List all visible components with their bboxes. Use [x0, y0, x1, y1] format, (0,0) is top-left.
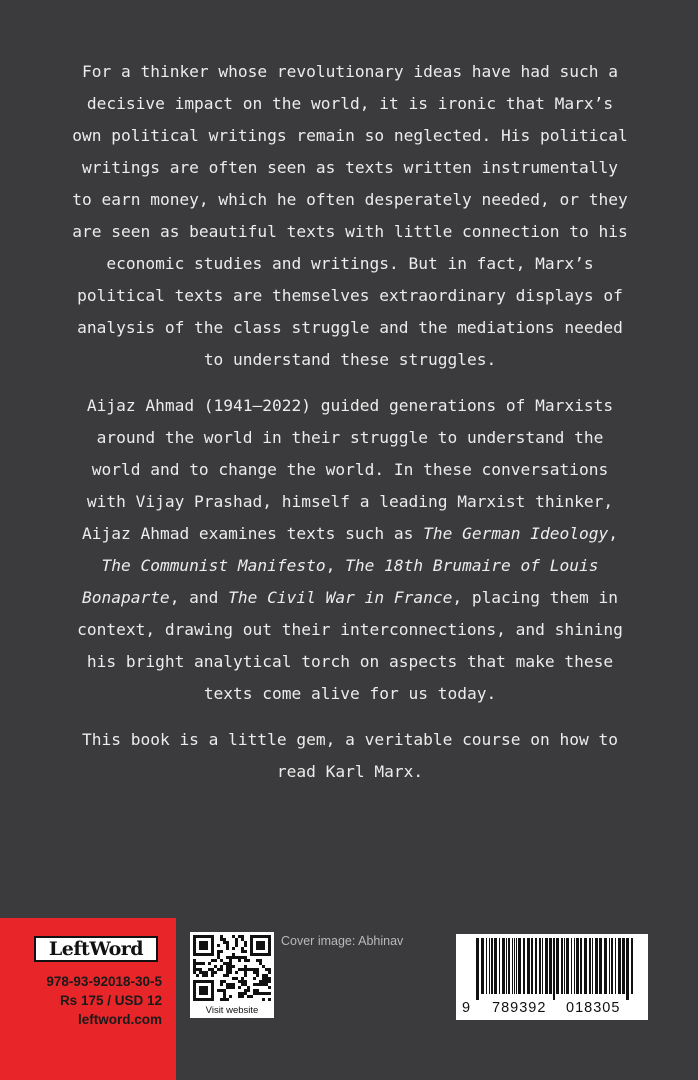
qr-caption: Visit website: [190, 1004, 274, 1018]
blurb-p2-text-b: , placing them in context, drawing out their interconnections, and shining his bright analytical torch on aspects that make these texts come alive for us today.: [77, 588, 623, 703]
blurb-paragraph-1: For a thinker whose revolutionary ideas have had such a decisive impact on the world, it is ironic that Marx’s own political writings remain so neglected. His political writings are often seen as texts written instrumentally to earn money, which he often desperately needed, or they are seen as beautiful texts with little connection to his economic studies and writings. But in fact, Marx’s political texts are themselves extraordinary displays of analysis of the class struggle and the mediations needed to understand these struggles.: [72, 62, 628, 369]
blurb-paragraph-3: This book is a little gem, a veritable course on how to read Karl Marx.: [81, 730, 618, 781]
back-cover-blurb: [70, 56, 630, 802]
title-german-ideology: The German Ideology: [423, 524, 609, 543]
barcode-icon: [456, 934, 648, 1000]
title-18th-brumaire: The 18th Brumaire of Louis Bonaparte: [81, 556, 599, 607]
barcode-lead-digit: 9: [462, 1000, 471, 1016]
price-text: Rs 175 / USD 12: [59, 993, 162, 1008]
website-text: leftword.com: [77, 1012, 162, 1027]
barcode-group-1: 789392: [492, 1000, 547, 1016]
title-civil-war-in-france: The Civil War in France: [228, 588, 453, 607]
blurb-paragraph-2: [70, 390, 630, 710]
publisher-logo: [34, 936, 158, 962]
qr-code[interactable]: [190, 932, 274, 1004]
publisher-logo-text: LeftWord: [48, 938, 144, 960]
barcode-group-2: 018305: [566, 1000, 621, 1016]
blurb-p2-text-a: Aijaz Ahmad (1941–2022) guided generations of Marxists around the world in their struggle to understand the world and to change the world. In these conversations with Vijay Prashad, himself a leading Marxist thinker, Aijaz Ahmad examines texts such as: [81, 396, 614, 543]
blurb-p2-sep-2: ,: [325, 556, 346, 575]
publisher-block: [0, 918, 176, 1080]
isbn-text: 978-93-92018-30-5: [46, 974, 162, 989]
title-communist-manifesto: The Communist Manifesto: [101, 556, 326, 575]
qr-code-icon: [193, 935, 271, 1001]
blurb-p2-sep-1: ,: [608, 524, 619, 543]
blurb-p2-sep-3: , and: [169, 588, 229, 607]
cover-image-credit: Cover image: Abhinav: [281, 934, 404, 948]
barcode-digits: [456, 1000, 648, 1018]
isbn-barcode: [456, 934, 648, 1020]
